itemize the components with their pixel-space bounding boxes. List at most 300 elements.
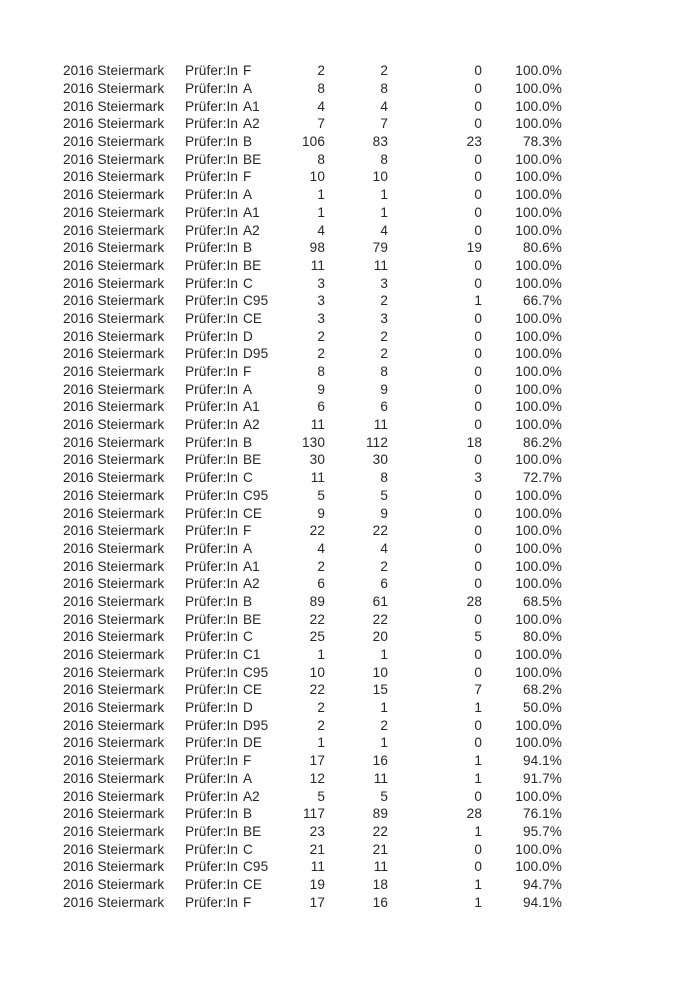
cell-pass-rate: 100.0%	[515, 611, 562, 627]
cell-year-region: 2016 Steiermark	[63, 788, 165, 804]
table-row	[63, 557, 563, 575]
table-row	[63, 327, 563, 345]
cell-total: 6	[317, 399, 325, 415]
cell-total: 19	[309, 876, 325, 892]
cell-examiner: Prüfer:In	[185, 204, 239, 220]
cell-year-region: 2016 Steiermark	[63, 629, 165, 645]
cell-license-class: B	[243, 134, 253, 150]
table-row	[63, 221, 563, 239]
cell-pass-rate: 68.5%	[522, 593, 562, 609]
table-row	[63, 186, 563, 204]
table-row	[63, 716, 563, 734]
cell-total: 12	[309, 770, 325, 786]
cell-failed: 3	[474, 470, 482, 486]
cell-passed: 4	[380, 540, 388, 556]
table-row	[63, 540, 563, 558]
cell-failed: 0	[474, 151, 482, 167]
table-row	[63, 239, 563, 257]
cell-failed: 0	[474, 63, 482, 79]
cell-pass-rate: 100.0%	[515, 735, 562, 751]
cell-failed: 0	[474, 841, 482, 857]
table-row	[63, 628, 563, 646]
cell-year-region: 2016 Steiermark	[63, 98, 165, 114]
cell-total: 2	[317, 346, 325, 362]
cell-total: 89	[309, 593, 325, 609]
cell-failed: 28	[466, 593, 482, 609]
cell-total: 1	[317, 187, 325, 203]
cell-examiner: Prüfer:In	[185, 505, 239, 521]
cell-pass-rate: 100.0%	[515, 328, 562, 344]
cell-pass-rate: 100.0%	[515, 98, 562, 114]
cell-examiner: Prüfer:In	[185, 823, 239, 839]
cell-total: 3	[317, 275, 325, 291]
cell-examiner: Prüfer:In	[185, 257, 239, 273]
cell-total: 2	[317, 328, 325, 344]
cell-passed: 2	[380, 293, 388, 309]
cell-year-region: 2016 Steiermark	[63, 257, 165, 273]
cell-license-class: F	[243, 169, 252, 185]
table-row	[63, 734, 563, 752]
cell-examiner: Prüfer:In	[185, 841, 239, 857]
cell-total: 6	[317, 576, 325, 592]
cell-failed: 0	[474, 859, 482, 875]
cell-year-region: 2016 Steiermark	[63, 169, 165, 185]
cell-license-class: CE	[243, 310, 263, 326]
cell-pass-rate: 94.1%	[522, 894, 562, 910]
cell-pass-rate: 100.0%	[515, 647, 562, 663]
cell-license-class: BE	[243, 257, 262, 273]
cell-passed: 8	[380, 151, 388, 167]
cell-pass-rate: 100.0%	[515, 523, 562, 539]
cell-year-region: 2016 Steiermark	[63, 700, 165, 716]
cell-failed: 0	[474, 611, 482, 627]
cell-passed: 21	[372, 841, 388, 857]
table-row	[63, 858, 563, 876]
table-row	[63, 681, 563, 699]
cell-pass-rate: 80.0%	[522, 629, 562, 645]
cell-total: 9	[317, 505, 325, 521]
cell-failed: 0	[474, 187, 482, 203]
table-row	[63, 787, 563, 805]
cell-passed: 2	[380, 63, 388, 79]
cell-total: 8	[317, 151, 325, 167]
cell-license-class: A1	[243, 399, 260, 415]
cell-pass-rate: 94.1%	[522, 753, 562, 769]
cell-pass-rate: 100.0%	[515, 841, 562, 857]
cell-failed: 0	[474, 558, 482, 574]
cell-failed: 18	[466, 434, 482, 450]
table-row	[63, 504, 563, 522]
cell-failed: 0	[474, 81, 482, 97]
cell-license-class: F	[243, 894, 252, 910]
cell-total: 22	[309, 523, 325, 539]
cell-examiner: Prüfer:In	[185, 700, 239, 716]
cell-year-region: 2016 Steiermark	[63, 134, 165, 150]
cell-year-region: 2016 Steiermark	[63, 417, 165, 433]
cell-failed: 0	[474, 576, 482, 592]
cell-year-region: 2016 Steiermark	[63, 770, 165, 786]
cell-pass-rate: 100.0%	[515, 859, 562, 875]
cell-license-class: A2	[243, 417, 260, 433]
cell-year-region: 2016 Steiermark	[63, 81, 165, 97]
cell-year-region: 2016 Steiermark	[63, 593, 165, 609]
cell-failed: 1	[474, 293, 482, 309]
cell-license-class: DE	[243, 735, 263, 751]
cell-year-region: 2016 Steiermark	[63, 753, 165, 769]
cell-passed: 2	[380, 346, 388, 362]
cell-pass-rate: 100.0%	[515, 664, 562, 680]
cell-pass-rate: 95.7%	[522, 823, 562, 839]
cell-pass-rate: 86.2%	[522, 434, 562, 450]
cell-examiner: Prüfer:In	[185, 593, 239, 609]
table-row	[63, 646, 563, 664]
cell-passed: 18	[372, 876, 388, 892]
cell-total: 11	[310, 470, 325, 486]
cell-passed: 5	[380, 487, 388, 503]
cell-examiner: Prüfer:In	[185, 876, 239, 892]
table-row	[63, 257, 563, 275]
cell-total: 5	[317, 788, 325, 804]
cell-year-region: 2016 Steiermark	[63, 434, 165, 450]
cell-pass-rate: 68.2%	[522, 682, 562, 698]
cell-pass-rate: 100.0%	[515, 275, 562, 291]
cell-examiner: Prüfer:In	[185, 576, 239, 592]
cell-pass-rate: 100.0%	[515, 116, 562, 132]
cell-pass-rate: 100.0%	[515, 310, 562, 326]
cell-passed: 3	[380, 275, 388, 291]
cell-total: 11	[310, 859, 325, 875]
cell-pass-rate: 100.0%	[515, 346, 562, 362]
cell-pass-rate: 100.0%	[515, 417, 562, 433]
cell-pass-rate: 100.0%	[515, 399, 562, 415]
cell-year-region: 2016 Steiermark	[63, 823, 165, 839]
cell-year-region: 2016 Steiermark	[63, 187, 165, 203]
cell-passed: 1	[380, 735, 388, 751]
cell-failed: 1	[474, 770, 482, 786]
table-row	[63, 310, 563, 328]
cell-failed: 28	[466, 806, 482, 822]
table-row	[63, 398, 563, 416]
cell-license-class: A2	[243, 788, 260, 804]
cell-total: 5	[317, 487, 325, 503]
cell-license-class: C95	[243, 664, 269, 680]
cell-total: 4	[317, 98, 325, 114]
cell-license-class: B	[243, 806, 253, 822]
cell-passed: 2	[380, 558, 388, 574]
table-row	[63, 274, 563, 292]
cell-license-class: BE	[243, 452, 262, 468]
cell-license-class: B	[243, 240, 253, 256]
cell-failed: 0	[474, 364, 482, 380]
cell-license-class: C	[243, 629, 253, 645]
cell-pass-rate: 100.0%	[515, 505, 562, 521]
cell-passed: 89	[372, 806, 388, 822]
cell-failed: 0	[474, 346, 482, 362]
cell-passed: 22	[372, 823, 388, 839]
cell-examiner: Prüfer:In	[185, 894, 239, 910]
table-row	[63, 416, 563, 434]
cell-failed: 0	[474, 399, 482, 415]
cell-examiner: Prüfer:In	[185, 682, 239, 698]
cell-passed: 79	[372, 240, 388, 256]
table-row	[63, 876, 563, 894]
table-row	[63, 469, 563, 487]
cell-examiner: Prüfer:In	[185, 328, 239, 344]
table-row	[63, 770, 563, 788]
cell-year-region: 2016 Steiermark	[63, 505, 165, 521]
cell-year-region: 2016 Steiermark	[63, 664, 165, 680]
cell-total: 22	[309, 611, 325, 627]
cell-year-region: 2016 Steiermark	[63, 682, 165, 698]
table-row	[63, 133, 563, 151]
table-row	[63, 610, 563, 628]
cell-passed: 1	[380, 700, 388, 716]
cell-license-class: C	[243, 841, 253, 857]
cell-year-region: 2016 Steiermark	[63, 523, 165, 539]
cell-examiner: Prüfer:In	[185, 434, 239, 450]
cell-year-region: 2016 Steiermark	[63, 116, 165, 132]
cell-total: 3	[317, 293, 325, 309]
cell-examiner: Prüfer:In	[185, 381, 239, 397]
cell-failed: 0	[474, 452, 482, 468]
cell-total: 7	[317, 116, 325, 132]
cell-failed: 0	[474, 310, 482, 326]
cell-failed: 0	[474, 487, 482, 503]
table-row	[63, 663, 563, 681]
cell-license-class: F	[243, 753, 252, 769]
cell-passed: 11	[373, 417, 388, 433]
cell-total: 2	[317, 63, 325, 79]
cell-license-class: CE	[243, 505, 263, 521]
table-row	[63, 593, 563, 611]
cell-year-region: 2016 Steiermark	[63, 647, 165, 663]
table-row	[63, 292, 563, 310]
cell-license-class: C	[243, 275, 253, 291]
table-row	[63, 451, 563, 469]
cell-license-class: BE	[243, 823, 262, 839]
cell-year-region: 2016 Steiermark	[63, 364, 165, 380]
cell-pass-rate: 100.0%	[515, 187, 562, 203]
table-row	[63, 115, 563, 133]
cell-passed: 9	[380, 381, 388, 397]
cell-pass-rate: 100.0%	[515, 558, 562, 574]
table-row	[63, 522, 563, 540]
cell-license-class: F	[243, 523, 252, 539]
cell-year-region: 2016 Steiermark	[63, 859, 165, 875]
cell-year-region: 2016 Steiermark	[63, 894, 165, 910]
cell-year-region: 2016 Steiermark	[63, 151, 165, 167]
cell-total: 8	[317, 364, 325, 380]
cell-total: 2	[317, 558, 325, 574]
cell-failed: 0	[474, 169, 482, 185]
cell-total: 1	[317, 735, 325, 751]
cell-passed: 15	[372, 682, 388, 698]
cell-pass-rate: 78.3%	[522, 134, 562, 150]
table-row	[63, 823, 563, 841]
cell-failed: 7	[474, 682, 482, 698]
cell-year-region: 2016 Steiermark	[63, 63, 165, 79]
cell-pass-rate: 100.0%	[515, 788, 562, 804]
cell-total: 9	[317, 381, 325, 397]
cell-passed: 2	[380, 717, 388, 733]
cell-pass-rate: 50.0%	[522, 700, 562, 716]
cell-examiner: Prüfer:In	[185, 452, 239, 468]
cell-license-class: B	[243, 434, 253, 450]
cell-passed: 6	[380, 576, 388, 592]
cell-pass-rate: 100.0%	[515, 487, 562, 503]
cell-examiner: Prüfer:In	[185, 81, 239, 97]
cell-pass-rate: 100.0%	[515, 364, 562, 380]
cell-passed: 10	[372, 664, 388, 680]
cell-year-region: 2016 Steiermark	[63, 240, 165, 256]
cell-examiner: Prüfer:In	[185, 187, 239, 203]
exam-results-table	[63, 62, 563, 911]
table-row	[63, 363, 563, 381]
cell-total: 22	[309, 682, 325, 698]
cell-examiner: Prüfer:In	[185, 293, 239, 309]
cell-failed: 0	[474, 735, 482, 751]
cell-total: 21	[309, 841, 325, 857]
cell-examiner: Prüfer:In	[185, 647, 239, 663]
cell-license-class: A2	[243, 116, 260, 132]
cell-passed: 2	[380, 328, 388, 344]
cell-year-region: 2016 Steiermark	[63, 275, 165, 291]
cell-passed: 8	[380, 81, 388, 97]
cell-failed: 0	[474, 328, 482, 344]
cell-license-class: A2	[243, 222, 260, 238]
table-row	[63, 893, 563, 911]
cell-license-class: A	[243, 770, 253, 786]
cell-examiner: Prüfer:In	[185, 151, 239, 167]
cell-year-region: 2016 Steiermark	[63, 204, 165, 220]
cell-failed: 0	[474, 257, 482, 273]
cell-license-class: F	[243, 364, 252, 380]
cell-examiner: Prüfer:In	[185, 540, 239, 556]
cell-total: 4	[317, 540, 325, 556]
cell-license-class: A	[243, 381, 253, 397]
cell-passed: 8	[380, 470, 388, 486]
cell-failed: 0	[474, 417, 482, 433]
cell-examiner: Prüfer:In	[185, 98, 239, 114]
cell-failed: 0	[474, 505, 482, 521]
cell-failed: 0	[474, 647, 482, 663]
cell-failed: 0	[474, 788, 482, 804]
cell-examiner: Prüfer:In	[185, 770, 239, 786]
table-row	[63, 168, 563, 186]
cell-passed: 11	[373, 257, 388, 273]
cell-examiner: Prüfer:In	[185, 240, 239, 256]
cell-pass-rate: 100.0%	[515, 717, 562, 733]
cell-failed: 1	[474, 876, 482, 892]
cell-year-region: 2016 Steiermark	[63, 487, 165, 503]
cell-license-class: A2	[243, 576, 260, 592]
table-row	[63, 487, 563, 505]
cell-failed: 0	[474, 275, 482, 291]
cell-failed: 1	[474, 894, 482, 910]
cell-year-region: 2016 Steiermark	[63, 717, 165, 733]
cell-pass-rate: 100.0%	[515, 257, 562, 273]
cell-license-class: BE	[243, 151, 262, 167]
cell-year-region: 2016 Steiermark	[63, 222, 165, 238]
cell-year-region: 2016 Steiermark	[63, 576, 165, 592]
cell-license-class: A	[243, 540, 253, 556]
cell-passed: 9	[380, 505, 388, 521]
cell-year-region: 2016 Steiermark	[63, 452, 165, 468]
cell-passed: 16	[372, 894, 388, 910]
cell-passed: 16	[372, 753, 388, 769]
cell-pass-rate: 100.0%	[515, 576, 562, 592]
cell-license-class: C95	[243, 487, 269, 503]
cell-examiner: Prüfer:In	[185, 222, 239, 238]
table-row	[63, 380, 563, 398]
cell-failed: 0	[474, 222, 482, 238]
cell-pass-rate: 76.1%	[522, 806, 562, 822]
cell-total: 17	[309, 753, 325, 769]
cell-examiner: Prüfer:In	[185, 417, 239, 433]
cell-total: 30	[309, 452, 325, 468]
cell-examiner: Prüfer:In	[185, 859, 239, 875]
cell-examiner: Prüfer:In	[185, 275, 239, 291]
cell-passed: 4	[380, 98, 388, 114]
cell-license-class: CE	[243, 682, 263, 698]
cell-total: 10	[309, 169, 325, 185]
cell-year-region: 2016 Steiermark	[63, 381, 165, 397]
cell-total: 117	[303, 806, 325, 822]
table-row	[63, 345, 563, 363]
cell-license-class: A1	[243, 204, 260, 220]
cell-passed: 1	[380, 204, 388, 220]
cell-passed: 112	[366, 434, 388, 450]
cell-total: 25	[309, 629, 325, 645]
cell-passed: 11	[373, 770, 388, 786]
cell-year-region: 2016 Steiermark	[63, 735, 165, 751]
cell-passed: 1	[380, 647, 388, 663]
cell-year-region: 2016 Steiermark	[63, 346, 165, 362]
cell-examiner: Prüfer:In	[185, 735, 239, 751]
cell-passed: 83	[372, 134, 388, 150]
cell-failed: 1	[474, 823, 482, 839]
cell-year-region: 2016 Steiermark	[63, 558, 165, 574]
cell-examiner: Prüfer:In	[185, 629, 239, 645]
table-row	[63, 805, 563, 823]
cell-license-class: F	[243, 63, 252, 79]
cell-passed: 61	[372, 593, 388, 609]
cell-year-region: 2016 Steiermark	[63, 293, 165, 309]
cell-failed: 19	[466, 240, 482, 256]
cell-failed: 1	[474, 753, 482, 769]
cell-examiner: Prüfer:In	[185, 63, 239, 79]
cell-license-class: D	[243, 328, 253, 344]
cell-pass-rate: 100.0%	[515, 169, 562, 185]
table-row	[63, 97, 563, 115]
cell-year-region: 2016 Steiermark	[63, 328, 165, 344]
cell-passed: 8	[380, 364, 388, 380]
cell-failed: 1	[474, 700, 482, 716]
cell-total: 98	[309, 240, 325, 256]
cell-examiner: Prüfer:In	[185, 788, 239, 804]
cell-examiner: Prüfer:In	[185, 487, 239, 503]
cell-license-class: D95	[243, 717, 269, 733]
cell-examiner: Prüfer:In	[185, 134, 239, 150]
cell-pass-rate: 91.7%	[522, 770, 562, 786]
cell-failed: 0	[474, 664, 482, 680]
table-row	[63, 575, 563, 593]
cell-passed: 22	[372, 611, 388, 627]
cell-passed: 6	[380, 399, 388, 415]
cell-pass-rate: 100.0%	[515, 381, 562, 397]
cell-total: 23	[309, 823, 325, 839]
cell-year-region: 2016 Steiermark	[63, 399, 165, 415]
